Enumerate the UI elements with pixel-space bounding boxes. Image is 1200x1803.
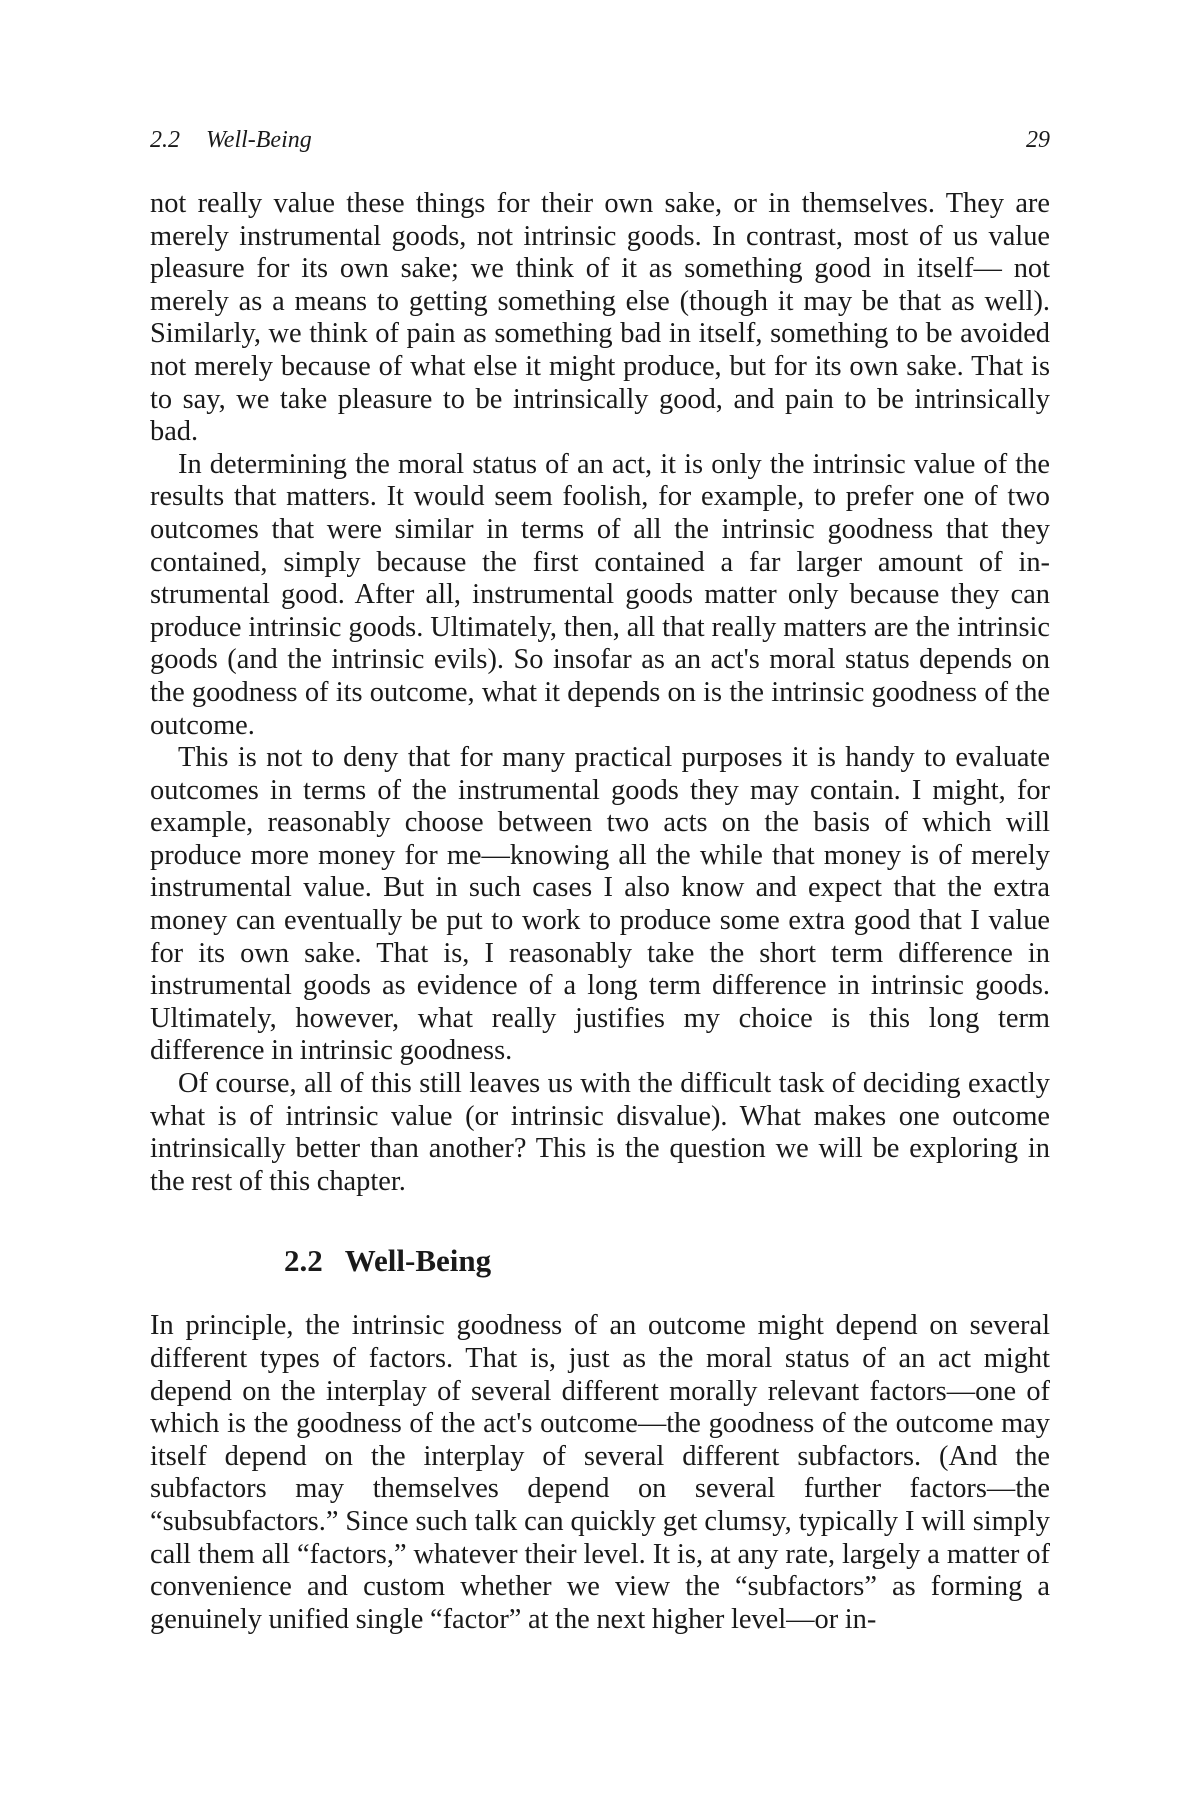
- paragraph-2: In determining the moral status of an act, it is only the intrinsic value of the results that matters. It would seem foolish, for example, to prefer one of two outcomes that were similar in terms of all the intrinsic goodness that they contained, simply because the first contained a far larger amount of instrumental good. After all, instrumental goods matter only because they can produce intrinsic goods. Ultimately, then, all that really matters are the intrinsic goods (and the intrinsic evils). So insofar as an act's moral status depends on the goodness of its outcome, what it depends on is the intrinsic goodness of the outcome.: [150, 448, 1050, 741]
- body-text: [150, 188, 1050, 1636]
- section-heading-title: Well-Being: [344, 1243, 492, 1279]
- page-number: 29: [1026, 127, 1050, 153]
- paragraph-4: Of course, all of this still leaves us with the difficult task of deciding exactly what is of intrinsic value (or intrinsic disvalue). What makes one outcome intrinsically better than another? This is the question we will be exploring in the rest of this chapter.: [150, 1068, 1050, 1197]
- running-head-section-title: Well-Being: [206, 127, 312, 153]
- running-head: [150, 126, 1050, 154]
- running-head-section: [150, 126, 312, 154]
- book-page: [150, 126, 1050, 1636]
- paragraph-3: This is not to deny that for many practical purposes it is handy to evaluate outcomes in terms of the instrumental goods they may contain. I might, for example, reasonably choose between two acts on the basis of which will produce more money for me—knowing all the while that money is of merely instrumental value. But in such cases I also know and expect that the extra money can eventually be put to work to produce some extra good that I value for its own sake. That is, I reasonably take the short term difference in instrumental goods as evidence of a long term difference in intrinsic goods. Ultimately, however, what really justifies my choice is this long term difference in intrinsic goodness.: [150, 742, 1050, 1067]
- running-head-section-number: 2.2: [150, 127, 180, 153]
- section-heading-number: 2.2: [284, 1243, 323, 1279]
- paragraph-5: In principle, the intrinsic goodness of an outcome might depend on several different types of factors. That is, just as the moral status of an act might depend on the interplay of several different morally relevant factors—one of which is the goodness of the act's outcome—the goodness of the outcome may itself depend on the interplay of several different subfactors. (And the subfactors may themselves depend on several further factors—the “subsubfactors.” Since such talk can quickly get clumsy, typically I will simply call them all “factors,” whatever their level. It is, at any rate, largely a matter of convenience and custom whether we view the “subfactors” as forming a genuinely unified single “factor” at the next higher level—or in-: [150, 1310, 1050, 1635]
- section-heading: [284, 1244, 1050, 1278]
- paragraph-1: not really value these things for their own sake, or in themselves. They are merely instrumental goods, not intrinsic goods. In contrast, most of us value pleasure for its own sake; we think of it as something good in itself— not merely as a means to getting something else (though it may be that as well). Similarly, we think of pain as something bad in itself, something to be avoided not merely because of what else it might produce, but for its own sake. That is to say, we take pleasure to be intrinsically good, and pain to be intrinsically bad.: [150, 188, 1050, 448]
